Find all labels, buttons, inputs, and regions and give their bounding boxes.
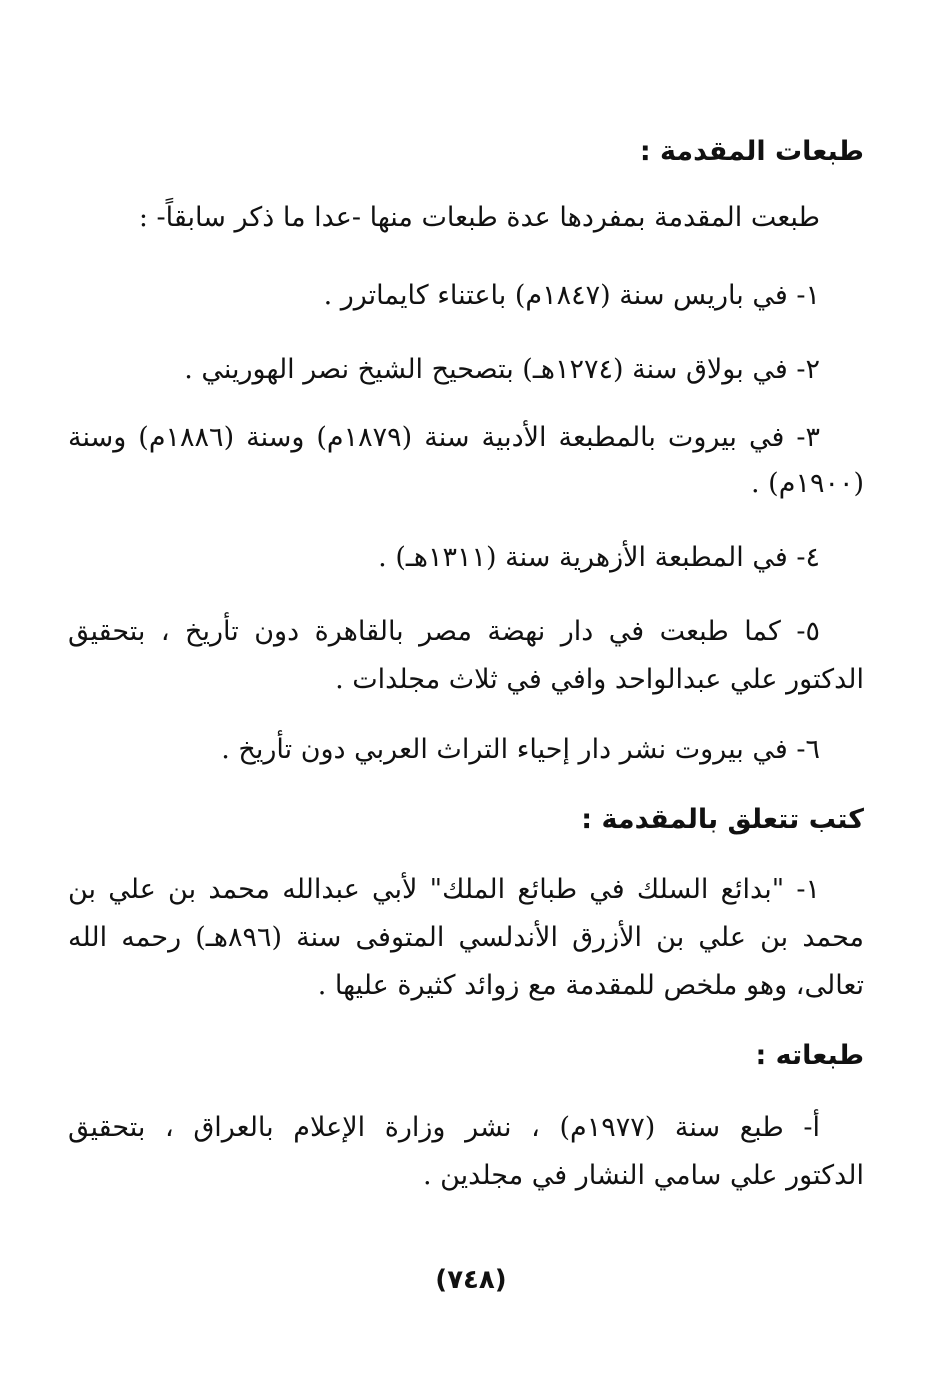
related-item-1-line-1: ١- "بدائع السلك في طبائع الملك" لأبي عبدالله محمد بن علي بن	[68, 874, 820, 905]
edition-item-3-line-1: ٣- في بيروت بالمطبعة الأدبية سنة (١٨٧٩م) وسنة (١٨٨٦م) وسنة	[68, 422, 820, 453]
edition-item-5-line-2: الدكتور علي عبدالواحد وافي في ثلاث مجلدات .	[335, 664, 864, 695]
heading-its-editions: طبعاته :	[755, 1040, 864, 1071]
edition-item-2: ٢- في بولاق سنة (١٢٧٤هـ) بتصحيح الشيخ نصر الهوريني .	[184, 354, 820, 385]
page-number: (٧٤٨)	[435, 1265, 507, 1295]
edition-item-1: ١- في باريس سنة (١٨٤٧م) باعتناء كايماترر .	[323, 280, 820, 311]
its-edition-a-line-1: أ- طبع سنة (١٩٧٧م) ، نشر وزارة الإعلام بالعراق ، بتحقيق	[68, 1112, 820, 1143]
edition-item-3-line-2: (١٩٠٠م) .	[751, 468, 864, 499]
edition-item-4: ٤- في المطبعة الأزهرية سنة (١٣١١هـ) .	[378, 542, 820, 573]
heading-related-books: كتب تتعلق بالمقدمة :	[581, 804, 864, 835]
its-edition-a-line-2: الدكتور علي سامي النشار في مجلدين .	[422, 1160, 864, 1191]
edition-item-5-line-1: ٥- كما طبعت في دار نهضة مصر بالقاهرة دون تأريخ ، بتحقيق	[68, 616, 820, 647]
heading-editions: طبعات المقدمة :	[639, 136, 864, 167]
edition-item-6: ٦- في بيروت نشر دار إحياء التراث العربي دون تأريخ .	[221, 734, 820, 765]
related-item-1-line-2: محمد بن علي بن الأزرق الأندلسي المتوفى سنة (٨٩٦هـ) رحمه الله	[68, 922, 864, 953]
intro-text: طبعت المقدمة بمفردها عدة طبعات منها -عدا ما ذكر سابقاً- :	[138, 202, 820, 233]
related-item-1-line-3: تعالى، وهو ملخص للمقدمة مع زوائد كثيرة عليها .	[317, 970, 864, 1001]
